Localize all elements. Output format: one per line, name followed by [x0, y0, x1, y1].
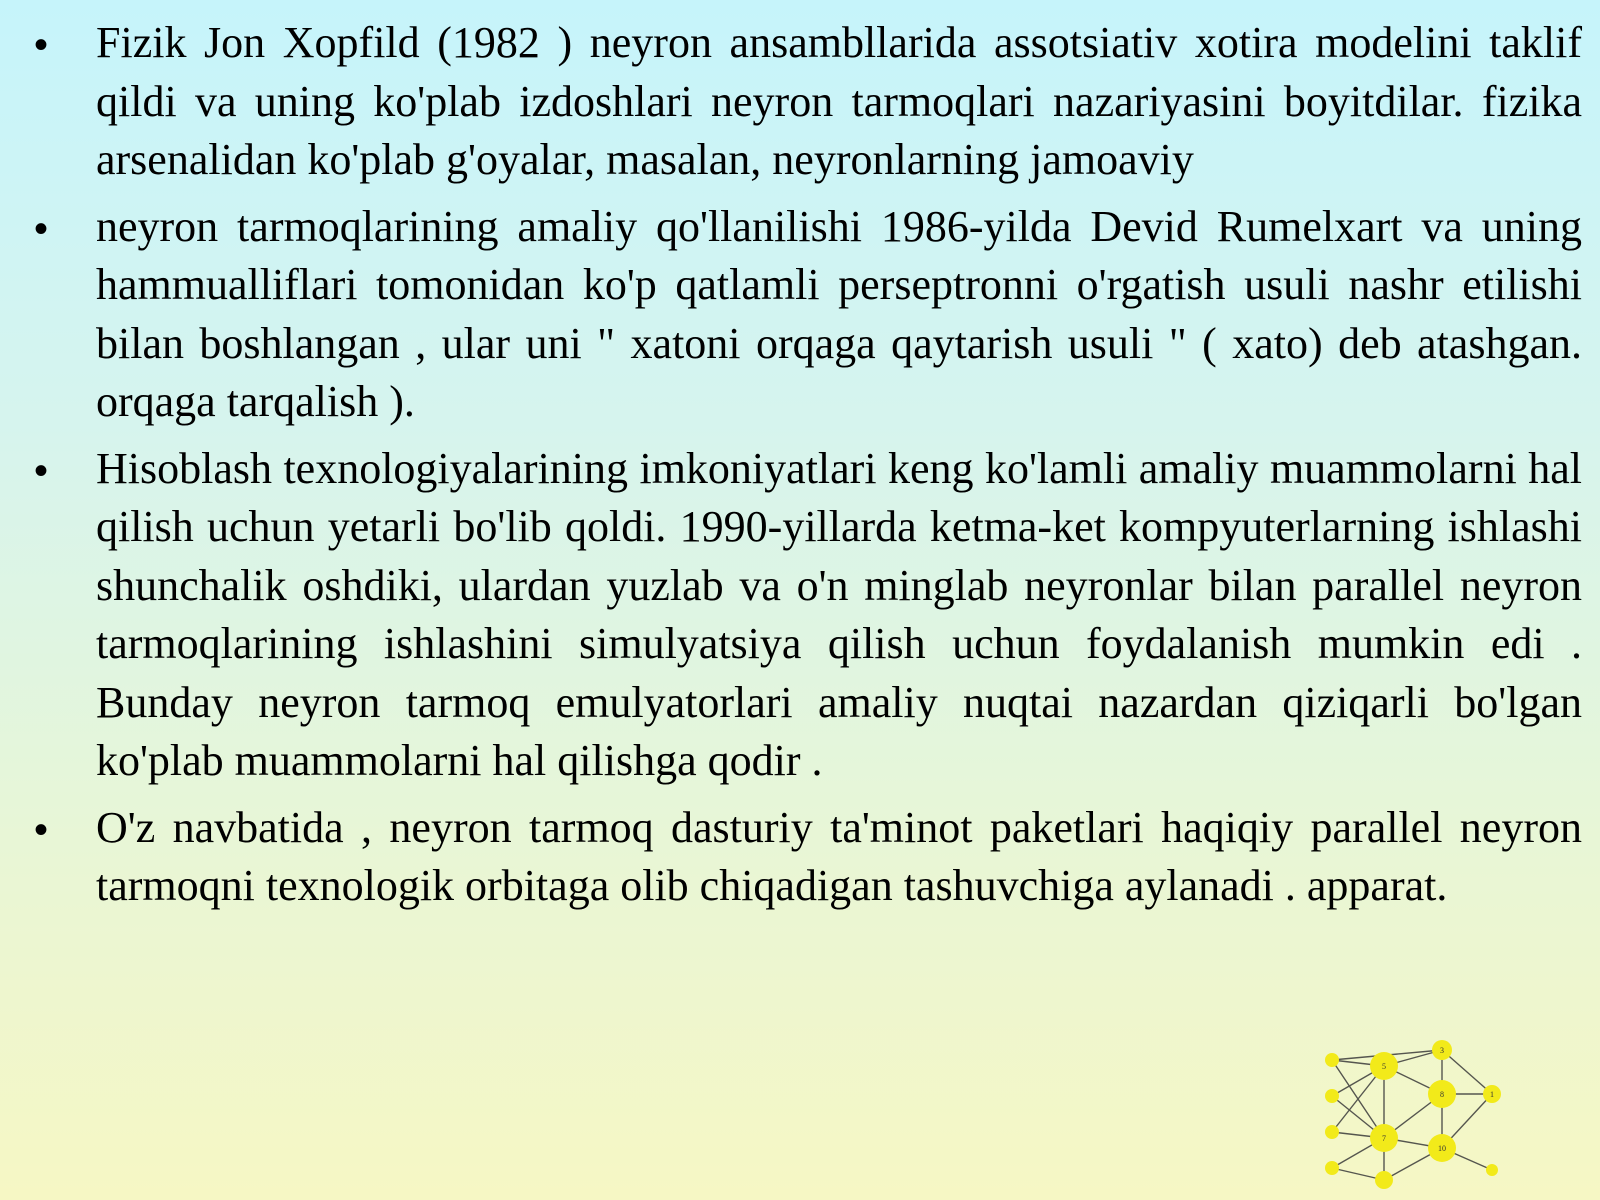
bullet-text: Fizik Jon Xopfild (1982 ) neyron ansambllarida assotsiativ xotira modelini taklif qildi va uning ko'plab izdoshlari neyron tarmoqlari nazariyasini boyitdilar. fizika arsenalidan ko'plab g'oyalar, masalan, neyronlarning jamoaviy [96, 18, 1582, 184]
node-label: 7 [1382, 1134, 1386, 1143]
network-node [1486, 1164, 1498, 1176]
bullet-item [24, 14, 1582, 190]
bullet-point-icon: • [34, 448, 49, 493]
bullet-text: Hisoblash texnologiyalarining imkoniyatlari keng ko'lamli amaliy muammolarni hal qilish uchun yetarli bo'lib qoldi. 1990-yillarda ketma-ket kompyuterlarning ishlashi shunchalik oshdiki, ulardan yuzlab va o'n minglab neyronlar bilan parallel neyron tarmoqlarining ishlashini simulyatsiya qilish uchun foydalanish mumkin edi . Bunday neyron tarmoq emulyatorlari amaliy nuqtai nazardan qiziqarli bo'lgan ko'plab muammolarni hal qilishga qodir . [96, 443, 1582, 785]
network-node [1325, 1125, 1339, 1139]
node-label: 3 [1440, 1046, 1444, 1055]
network-node [1375, 1171, 1393, 1189]
network-node [1325, 1053, 1339, 1067]
network-node [1325, 1161, 1339, 1175]
bullet-list [24, 14, 1582, 924]
bullet-point-icon: • [34, 206, 49, 251]
bullet-item [24, 198, 1582, 432]
bullet-text: O'z navbatida , neyron tarmoq dasturiy ta'minot paketlari haqiqiy parallel neyron tarmoqni texnologik orbitaga olib chiqadigan tashuvchiga aylanadi . apparat. [96, 802, 1582, 910]
bullet-point-icon: • [34, 23, 49, 67]
neural-network-icon [1324, 1040, 1524, 1192]
bullet-item [24, 799, 1582, 916]
node-label: 1 [1490, 1090, 1494, 1099]
bullet-item [24, 440, 1582, 791]
node-label: 10 [1438, 1144, 1446, 1153]
node-label: 8 [1440, 1090, 1444, 1099]
network-node [1325, 1089, 1339, 1103]
node-label: 5 [1382, 1062, 1386, 1071]
bullet-text: neyron tarmoqlarining amaliy qo'llanilishi 1986-yilda Devid Rumelxart va uning hammualliflari tomonidan ko'p qatlamli perseptronni o'rgatish usuli nashr etilishi bilan boshlangan , ular uni " xatoni orqaga qaytarish usuli " ( xato) deb atashgan. orqaga tarqalish ). [96, 201, 1582, 426]
bullet-point-icon: • [34, 807, 49, 852]
